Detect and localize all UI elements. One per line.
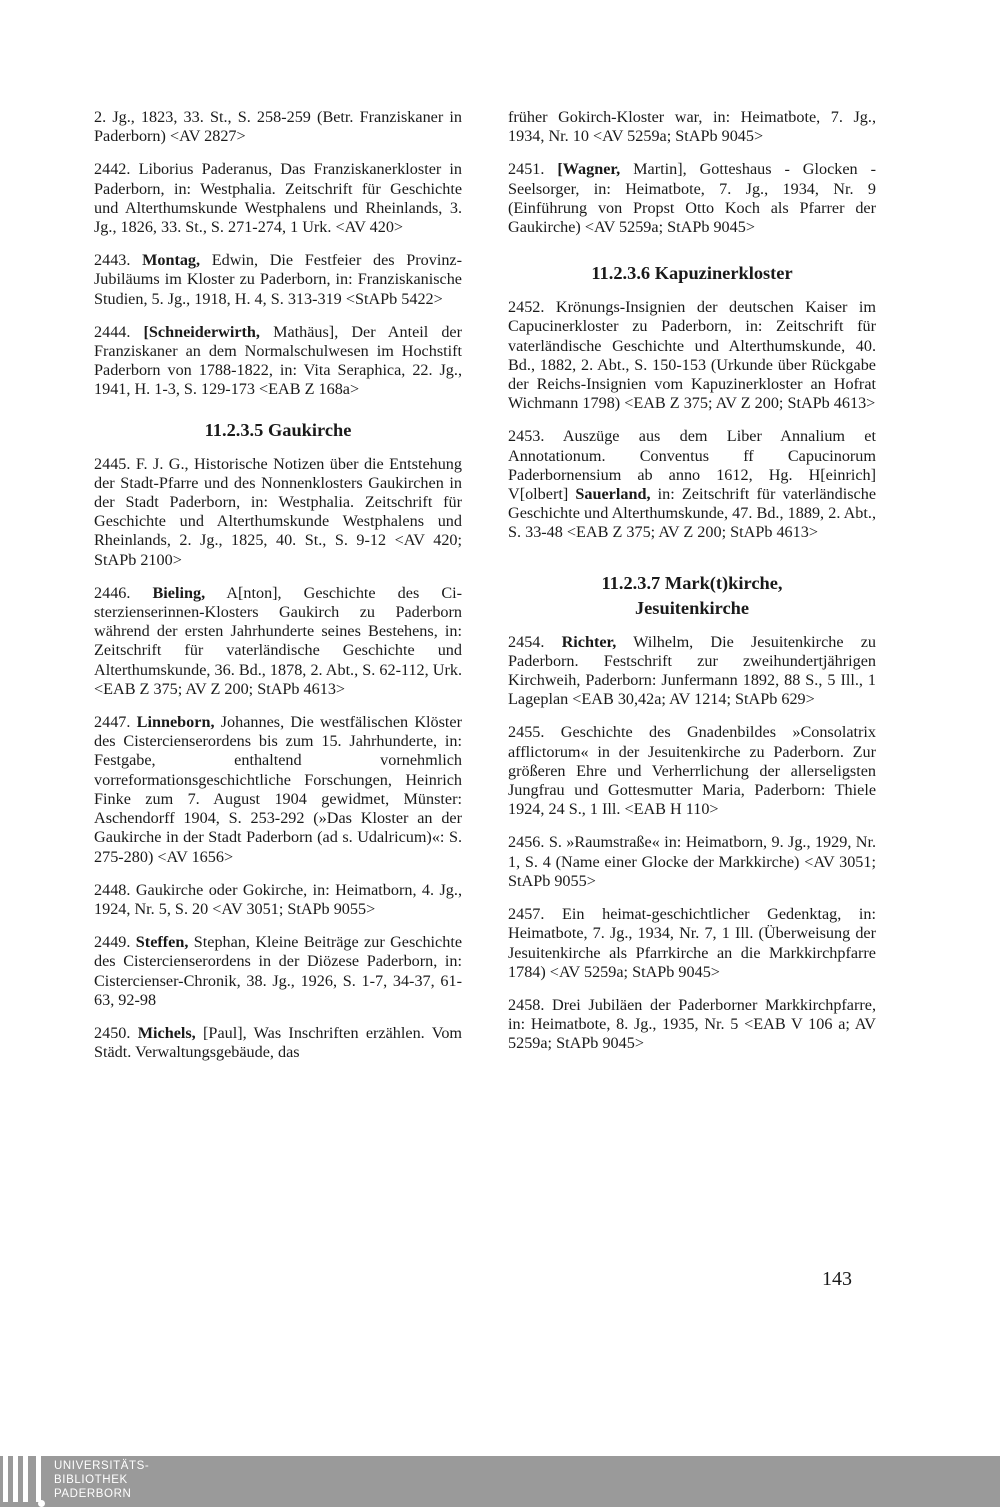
bib-entry: 2457. Ein heimat-geschichtlicher Gedenktag, in: Heimatbote, 7. Jg., 1934, Nr. 7, 1 Ill. (Überweisung der Jesuitenkirche als Pfarrkirche an die Markkirchpfarre 1784) <AV 5259a; StAPb 9045> xyxy=(508,905,876,981)
bib-entry: 2445. F. J. G., Historische Notizen über die Entstehung der Stadt-Pfarre und des Nonnenklosters Gaukirchen in der Stadt Paderborn, in: Westphalia. Zeitschrift für Geschichte und Alterthumskunde Westphalens und Rheinlands, 2. Jg., 1825, 40. St., S. 9-12 <AV 420; StAPb 2100> xyxy=(94,454,462,569)
bib-entry: 2. Jg., 1823, 33. St., S. 258-259 (Betr. Franziskaner in Paderborn) <AV 2827> xyxy=(94,108,462,146)
bib-entry: 2444. [Schneiderwirth, Mathäus], Der Anteil der Franziskaner an dem Normalschulwesen im Hochstift Paderborn von 1788-1822, in: Vita Seraphica, 22. Jg., 1941, H. 1-3, S. 129-173 <EAB Z 168a> xyxy=(94,322,463,399)
right-column xyxy=(508,108,876,1068)
library-name-line: BIBLIOTHEK xyxy=(54,1474,128,1486)
bib-entry: 2450. Michels, [Paul], Was Inschriften erzählen. Vom Städt. Verwaltungsgebäude, das xyxy=(94,1023,463,1062)
section-heading-line: Jesuitenkirche xyxy=(634,597,750,618)
bib-entry: 2455. Geschichte des Gnadenbildes »Consolatrix afflictorum« in der Jesuitenkirche zu Paderborn. Zur größeren Ehre und Verherrlichung der allerseligsten Jungfrau und Gottesmutter Maria, Paderborn: Thiele 1924, 24 S., 1 Ill. <EAB H 110> xyxy=(508,723,876,819)
section-heading-kapuzinerkloster: 11.2.3.6 Kapuzinerkloster xyxy=(591,263,793,284)
bib-entry: 2458. Drei Jubiläen der Paderborner Markkirchpfarre, in: Heimatbote, 8. Jg., 1935, Nr. 5 <EAB V 106 a; AV 5259a; StAPb 9045> xyxy=(508,995,876,1053)
section-heading-line: 11.2.3.7 Mark(t)kirche, xyxy=(601,572,783,593)
library-name-line: PADERBORN xyxy=(54,1488,132,1500)
bib-entry: 2449. Steffen, Stephan, Kleine Beiträge zur Geschichte des Cistercienserordens in der Diözese Paderborn, in: Cistercienser-Chronik, 38. Jg., 1926, S. 1-7, 34-37, 61-63, 92-98 xyxy=(94,933,463,1009)
bib-entry: 2451. [Wagner, Martin], Gotteshaus - Glocken - Seelsorger, in: Heimatbote, 7. Jg., 1934, Nr. 9 (Einführung von Propst Otto Koch als Pfarrer der Gaukirche) <AV 5259a; StAPb 9045> xyxy=(508,160,876,237)
bib-entry: 2453. Auszüge aus dem Liber Annalium et Annotationum. Conventus ff Capucinorum Paderbornensium ab anno 1612, Hg. H[einrich] V[olbert] Sauerland, in: Zeitschrift für vaterländische Geschichte und Alterthumskunde, 47. Bd., 1889, 2. Abt., S. 33-48 <EAB Z 375; AV Z 200; StAPb 4613> xyxy=(508,427,876,542)
bib-entry: 2448. Gaukirche oder Gokirche, in: Heimatborn, 4. Jg., 1924, Nr. 5, S. 20 <AV 3051; StAPb 9055> xyxy=(94,880,462,918)
library-footer-banner xyxy=(0,1456,1000,1507)
bib-entry: 2452. Krönungs-Insignien der deutschen Kaiser im Capucinerkloster zu Paderborn, in: Zeitschrift für vaterländische Geschichte und Alterthumskunde, 40. Bd., 1882, 2. Abt., S. 150-153 (Urkunde über Rückgabe der Reichs-Insignien vom Kapuzinerkloster an Hofrat Wichmann 1798) <EAB Z 375; AV Z 200; StAPb 4613> xyxy=(508,298,877,413)
bib-entry: 2447. Linneborn, Johannes, Die westfälischen Klöster des Cistercienserordens bis zum 15. Jahrhunderte, in: Festgabe, enthaltend vornehmlich vorreformationsgeschichtliche Forschungen, Heinrich Finke zum 7. August 1904 gewidmet, Münster: Aschendorff 1904, S. 253-292 (»Das Kloster an der Gaukirche in der Stadt Paderborn (ad s. Udalricum)«: S. 275-280) <AV 1656> xyxy=(94,713,463,866)
left-column xyxy=(94,108,462,1076)
bib-entry: 2456. S. »Raumstraße« in: Heimatborn, 9. Jg., 1929, Nr. 1, S. 4 (Name einer Glocke der Markkirche) <AV 3051; StAPb 9055> xyxy=(508,833,877,890)
bib-entry: früher Gokirch-Kloster war, in: Heimatbote, 7. Jg., 1934, Nr. 10 <AV 5259a; StAPb 9045> xyxy=(508,108,876,146)
bib-entry: 2454. Richter, Wilhelm, Die Jesuitenkirche zu Paderborn. Festschrift zur zweihundertjährigen Kirchweih, Paderborn: Junfermann 1892, 88 S., 5 Ill., 1 Lageplan <EAB 30,42a; AV 1214; StAPb 629> xyxy=(508,632,876,709)
library-name-line: UNIVERSITÄTS- xyxy=(54,1460,150,1472)
library-logo-icon xyxy=(0,1456,60,1507)
bib-entry: 2443. Montag, Edwin, Die Festfeier des Provinz-Jubiläums im Kloster zu Paderborn, in: Franziskanische Studien, 5. Jg., 1918, H. 4, S. 313-319 <StAPb 5422> xyxy=(94,251,462,308)
library-name xyxy=(54,1459,149,1501)
page-number: 143 xyxy=(822,1268,852,1290)
section-heading-gaukirche: 11.2.3.5 Gaukirche xyxy=(204,419,352,440)
section-heading-marktkirche xyxy=(508,571,876,621)
bib-entry: 2442. Liborius Paderanus, Das Franziskanerkloster in Paderborn, in: Westphalia. Zeitschrift für Geschichte und Alterthumskunde Westphalens und Rheinlands, 3. Jg., 1826, 33. St., S. 271-274, 1 Urk. <AV 420> xyxy=(94,160,463,237)
bib-entry: 2446. Bieling, A[nton], Geschichte des Cisterzienserinnen-Klosters Gaukirch zu Paderborn während der ersten Jahrhunderte seines Bestehens, in: Zeitschrift für vaterländische Geschichte und Alterthumskunde, 36. Bd., 1878, 2. Abt., S. 62-112, Urk. <EAB Z 375; AV Z 200; StAPb 4613> xyxy=(94,583,462,698)
